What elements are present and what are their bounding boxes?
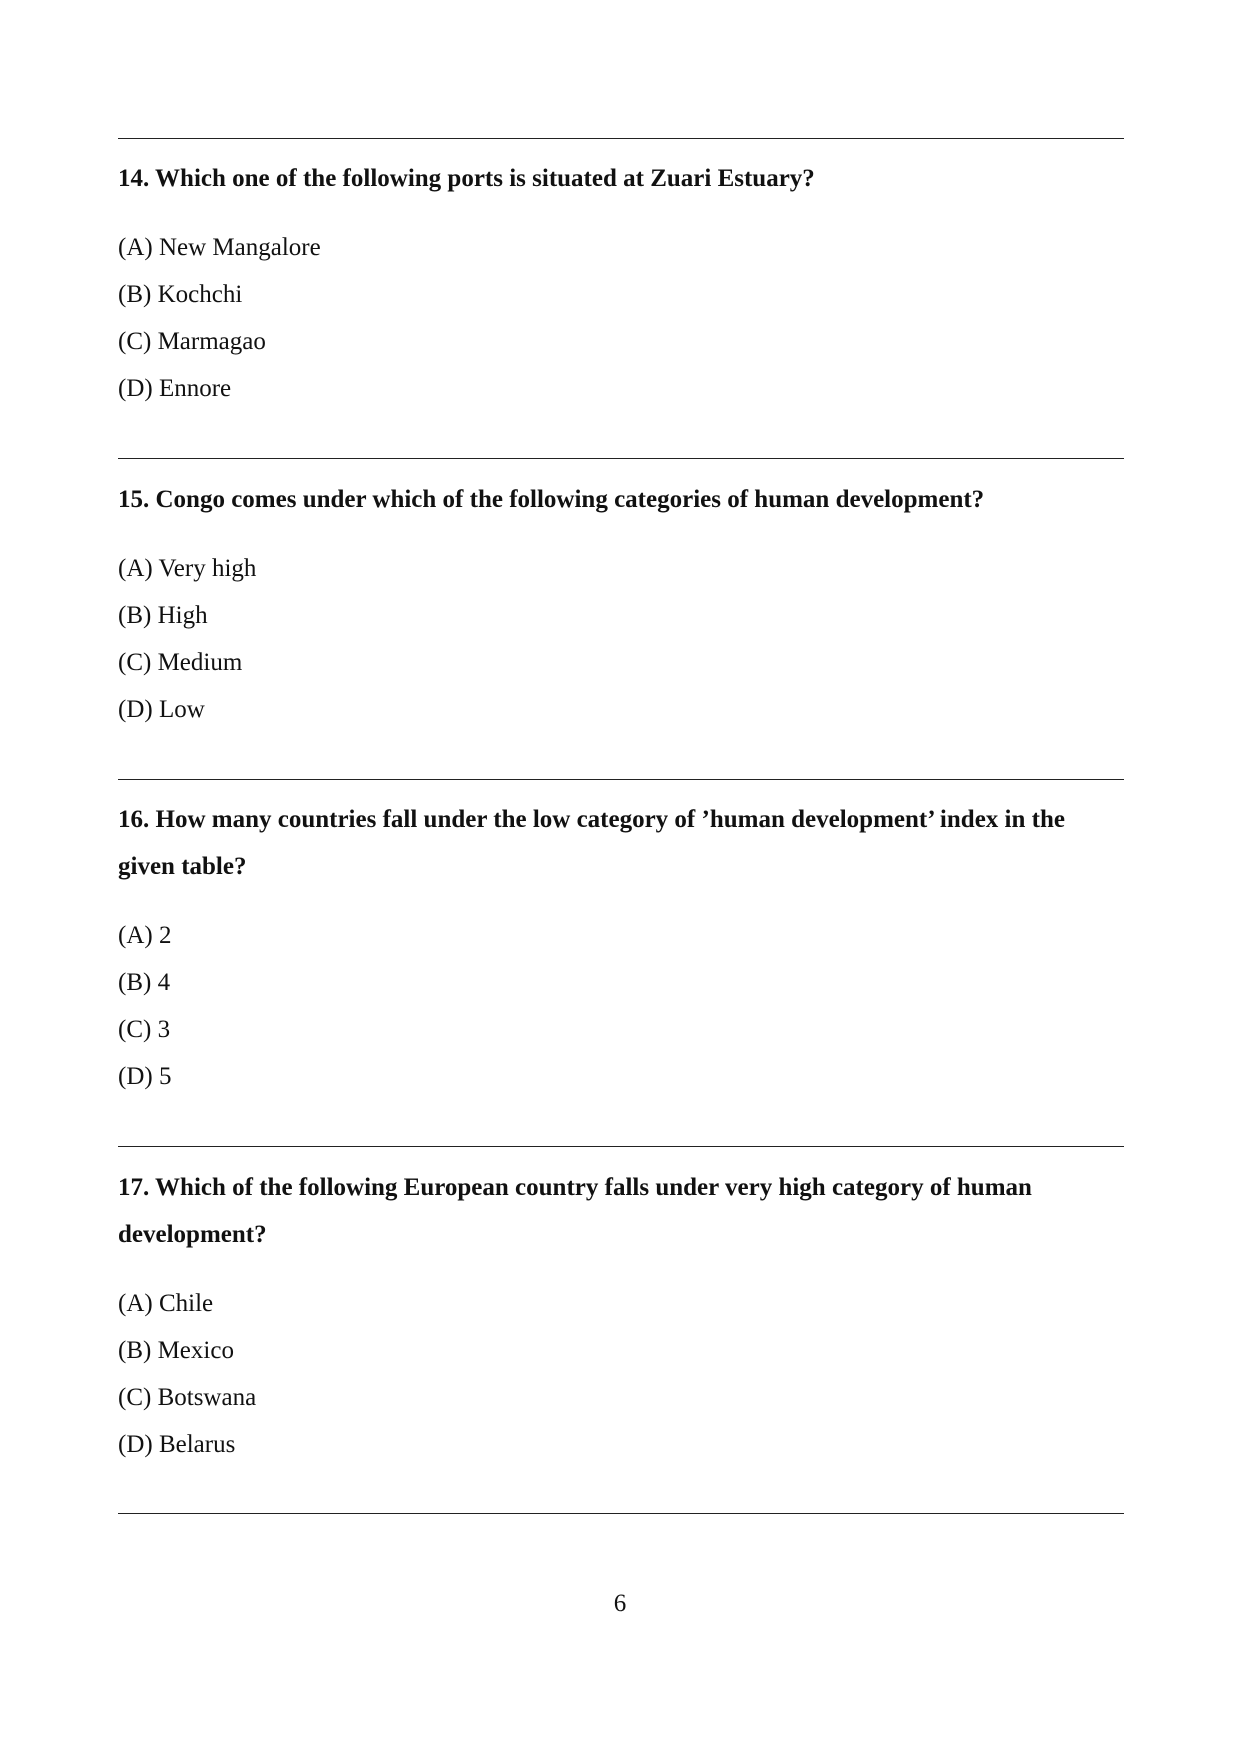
page-number: 6: [613, 1590, 627, 1617]
option-b: (B) Kochchi: [118, 281, 243, 308]
option-a: (A) New Mangalore: [118, 234, 321, 261]
option-b: (B) Mexico: [118, 1337, 234, 1364]
option-b: (B) 4: [118, 969, 171, 996]
divider: [118, 1146, 1124, 1147]
question-14: [118, 155, 1128, 412]
option-b: (B) High: [118, 602, 208, 629]
options-list: [118, 1280, 1128, 1468]
divider: [118, 138, 1124, 139]
question-title: 16. How many countries fall under the low category of ’human development’ index in the given table?: [118, 806, 1065, 880]
option-c: (C) Botswana: [118, 1384, 257, 1411]
option-d: (D) 5: [118, 1063, 172, 1090]
divider: [118, 458, 1124, 459]
option-a: (A) Chile: [118, 1290, 214, 1317]
option-a: (A) 2: [118, 922, 172, 949]
option-d: (D) Ennore: [118, 375, 232, 402]
divider: [118, 1513, 1124, 1514]
options-list: [118, 545, 1128, 733]
options-list: [118, 224, 1128, 412]
option-d: (D) Belarus: [118, 1431, 236, 1458]
option-c: (C) 3: [118, 1016, 171, 1043]
question-17: [118, 1164, 1128, 1468]
question-title: 17. Which of the following European country falls under very high category of human development?: [118, 1174, 1032, 1248]
divider: [118, 779, 1124, 780]
option-c: (C) Medium: [118, 649, 243, 676]
question-title: 14. Which one of the following ports is situated at Zuari Estuary?: [118, 165, 815, 192]
options-list: [118, 912, 1128, 1100]
question-15: [118, 476, 1128, 733]
option-c: (C) Marmagao: [118, 328, 266, 355]
question-title: 15. Congo comes under which of the following categories of human development?: [118, 486, 985, 513]
option-d: (D) Low: [118, 696, 205, 723]
question-16: [118, 796, 1128, 1100]
option-a: (A) Very high: [118, 555, 257, 582]
